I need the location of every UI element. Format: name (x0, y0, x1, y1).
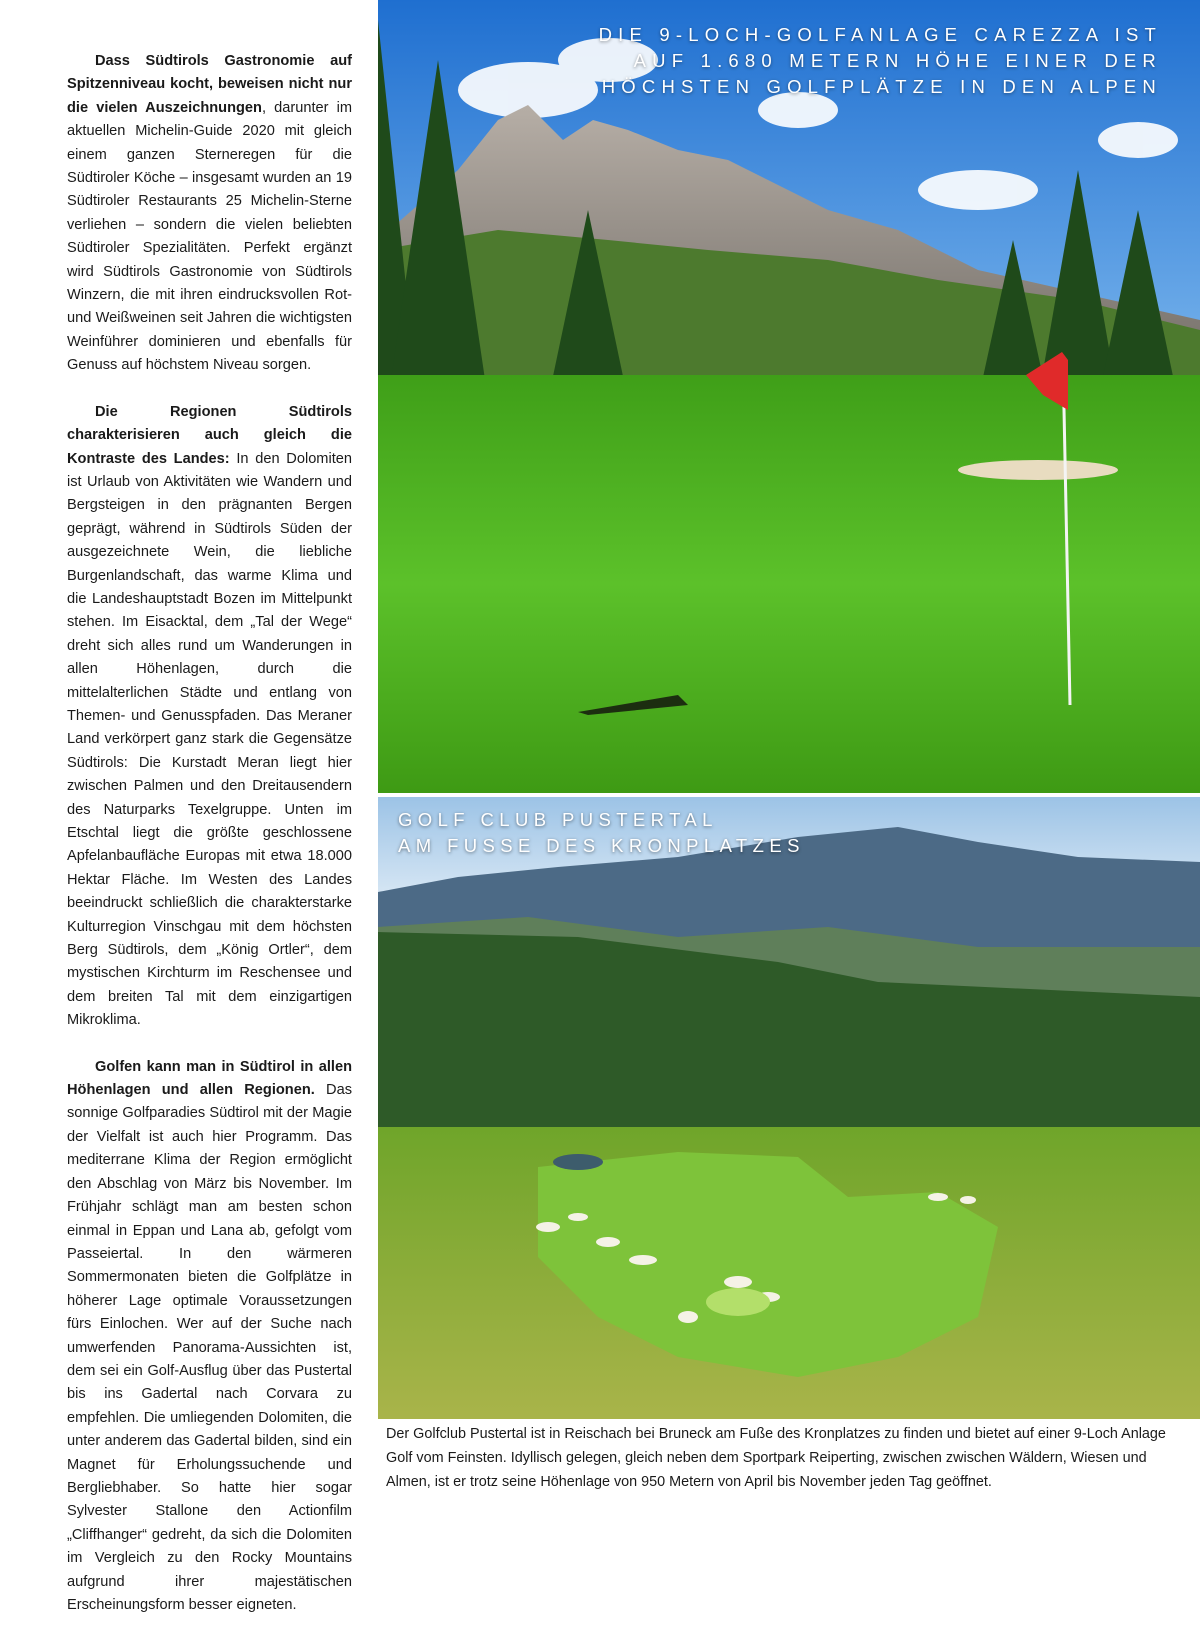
photo-carezza-golf (378, 0, 1200, 793)
putting-green (706, 1288, 770, 1316)
pustertal-aerial-illustration (378, 797, 1200, 1419)
paragraph-body: , darunter im aktuellen Michelin-Guide 2020 mit gleich einem ganzen Sterneregen für die Südtiroler Köche – insgesamt wurden an 19 Südtiroler Restaurants 25 Michelin-Sterne verliehen – sondern die vielen beliebten Südtiroler Spezialitäten. Perfekt ergänzt wird Südtirols Gastronomie von Südtirols Winzern, die mit ihren eindrucksvollen Rot- und Weißweinen seit Jahren die wichtigsten Weinführer dominieren und ebenfalls für Genuss auf höchstem Niveau sorgen. (67, 99, 352, 374)
article-paragraph-golf (67, 1056, 352, 1618)
pond (553, 1154, 603, 1170)
article-text-column (67, 50, 352, 1640)
sand-bunker (958, 460, 1118, 480)
caption-line: AM FUSSE DES KRONPLATZES (398, 835, 805, 856)
fairway-green (378, 375, 1200, 793)
pustertal-caption (398, 807, 805, 859)
article-paragraph-regions (67, 401, 352, 1033)
pustertal-photo-description: Der Golfclub Pustertal ist in Reischach bei Bruneck am Fuße des Kronplatzes zu finden und bietet auf einer 9-Loch Anlage Golf vom Feinsten. Idyllisch gelegen, gleich neben dem Sportpark Reiperting, zwischen zwischen Wäldern, Wiesen und Almen, ist er trotz seine Höhenlage von 950 Metern von April bis November jeden Tag geöffnet. (386, 1426, 1166, 1490)
caption-line: AUF 1.680 METERN HÖHE EINER DER (633, 50, 1162, 71)
caption-line: HÖCHSTEN GOLFPLÄTZE IN DEN ALPEN (601, 76, 1162, 97)
paragraph-lead: Golfen kann man in Südtirol in allen Höhenlagen und allen Regionen. (67, 1058, 352, 1099)
carezza-landscape-illustration (378, 0, 1200, 793)
paragraph-lead: Die Regionen Südtirols charakterisieren auch gleich die Kontraste des Landes: (67, 403, 352, 467)
caption-line: GOLF CLUB PUSTERTAL (398, 809, 718, 830)
article-paragraph-gastronomy (67, 50, 352, 378)
caption-line: DIE 9-LOCH-GOLFANLAGE CAREZZA IST (598, 24, 1162, 45)
photo-pustertal-golf (378, 797, 1200, 1419)
carezza-caption (599, 22, 1162, 100)
paragraph-body: In den Dolomiten ist Urlaub von Aktivitäten wie Wandern und Bergsteigen in den prägnanten Bergen geprägt, während in Südtirols Süden der ausgezeichnete Wein, die liebliche Burgenlandschaft, das warme Klima und die Landeshauptstadt Bozen im Mittelpunkt stehen. Im Eisacktal, dem „Tal der Wege“ dreht sich alles rund um Wanderungen in allen Höhenlagen, durch die mittelalterlichen Städte und entlang von Themen- und Genusspfaden. Das Meraner Land verkörpert ganz stark die Gegensätze Südtirols: Die Kurstadt Meran liegt hier zwischen Palmen und den Dreitausendern des Naturparks Texelgruppe. Unten im Etschtal liegt die größte geschlossene Apfelanbaufläche Europas mit etwa 18.000 Hektar Fläche. Im Westen des Landes beeindruckt schließlich die charakterstarke Kulturregion Vinschgau mit dem höchsten Berg Südtirols, dem „König Ortler“, dem mystischen Kirchturm im Reschensee und dem breiten Tal mit dem einzigartigen Mikroklima. (67, 450, 352, 1029)
paragraph-body: Das sonnige Golfparadies Südtirol mit der Magie der Vielfalt ist auch hier Programm. Das mediterrane Klima der Region ermöglicht den Abschlag von März bis November. Im Frühjahr schlägt man am besten schon einmal in Eppan und Lana ab, gefolgt vom Passeiertal. In den wärmeren Sommermonaten bieten die Golfplätze in höherer Lage optimale Voraussetzungen fürs Einlochen. Wer auf der Suche nach umwerfenden Panorama-Aussichten ist, dem sei ein Golf-Ausflug über das Pustertal bis ins Gadertal nach Corvara zu empfehlen. Die umliegenden Dolomiten, die unter anderem das Gadertal bilden, sind ein Magnet für Erholungssuchende und Bergliebhaber. So hatte hier sogar Sylvester Stallone den Actionfilm „Cliffhanger“ gedreht, da sich die Dolomiten im Vergleich zu den Rocky Mountains aufgrund ihrer majestätischen Erscheinungsform besser eigneten. (67, 1082, 352, 1613)
paragraph-lead: Dass Südtirols Gastronomie auf Spitzenniveau kocht, beweisen nicht nur die vielen Auszeichnungen (67, 53, 352, 116)
